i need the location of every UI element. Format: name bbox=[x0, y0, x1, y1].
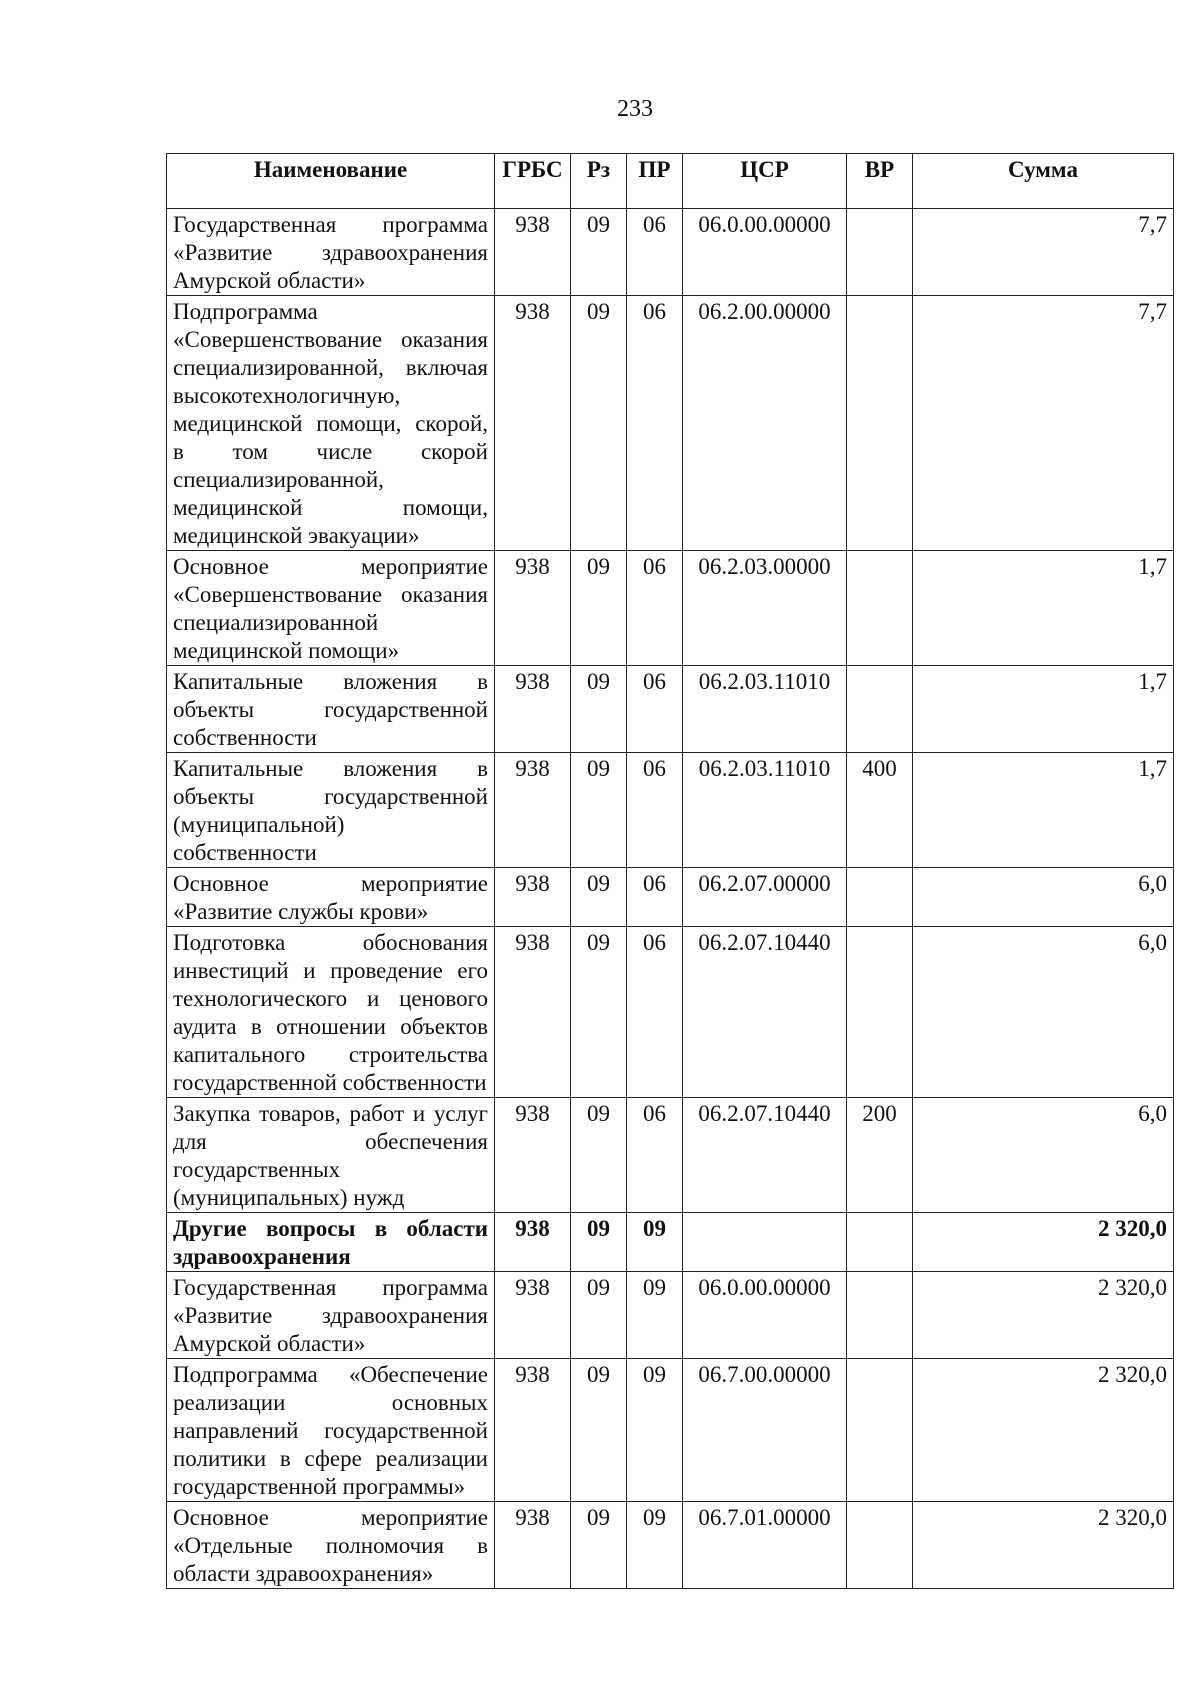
cell-pr: 06 bbox=[627, 296, 683, 551]
table-row bbox=[167, 551, 1174, 666]
cell-sum: 6,0 bbox=[913, 1098, 1174, 1213]
header-grbs: ГРБС bbox=[495, 154, 571, 209]
cell-pr: 09 bbox=[627, 1213, 683, 1272]
cell-sum: 6,0 bbox=[913, 868, 1174, 927]
cell-rz: 09 bbox=[571, 666, 627, 753]
cell-rz: 09 bbox=[571, 1213, 627, 1272]
cell-rz: 09 bbox=[571, 1098, 627, 1213]
cell-name: Капитальные вложения в объекты государственной (муниципальной) собственности bbox=[167, 753, 495, 868]
cell-vr: 400 bbox=[847, 753, 913, 868]
cell-sum: 7,7 bbox=[913, 209, 1174, 296]
cell-sum: 2 320,0 bbox=[913, 1213, 1174, 1272]
header-rz: Рз bbox=[571, 154, 627, 209]
cell-rz: 09 bbox=[571, 1502, 627, 1589]
cell-pr: 06 bbox=[627, 209, 683, 296]
cell-vr bbox=[847, 1272, 913, 1359]
cell-csr bbox=[683, 1213, 847, 1272]
cell-sum: 1,7 bbox=[913, 666, 1174, 753]
table-row bbox=[167, 666, 1174, 753]
cell-vr bbox=[847, 209, 913, 296]
cell-csr: 06.2.03.00000 bbox=[683, 551, 847, 666]
cell-sum: 2 320,0 bbox=[913, 1359, 1174, 1502]
cell-rz: 09 bbox=[571, 209, 627, 296]
cell-csr: 06.2.03.11010 bbox=[683, 666, 847, 753]
table-row bbox=[167, 209, 1174, 296]
cell-grbs: 938 bbox=[495, 209, 571, 296]
cell-vr bbox=[847, 868, 913, 927]
cell-grbs: 938 bbox=[495, 868, 571, 927]
cell-sum: 1,7 bbox=[913, 551, 1174, 666]
cell-csr: 06.0.00.00000 bbox=[683, 209, 847, 296]
header-vr: ВР bbox=[847, 154, 913, 209]
cell-csr: 06.7.01.00000 bbox=[683, 1502, 847, 1589]
cell-name: Основное мероприятие «Отдельные полномочия в области здравоохранения» bbox=[167, 1502, 495, 1589]
cell-vr bbox=[847, 1502, 913, 1589]
table-row bbox=[167, 1272, 1174, 1359]
cell-sum: 7,7 bbox=[913, 296, 1174, 551]
cell-rz: 09 bbox=[571, 753, 627, 868]
cell-pr: 06 bbox=[627, 868, 683, 927]
cell-grbs: 938 bbox=[495, 753, 571, 868]
cell-vr bbox=[847, 1359, 913, 1502]
cell-name: Основное мероприятие «Развитие службы крови» bbox=[167, 868, 495, 927]
header-pr: ПР bbox=[627, 154, 683, 209]
cell-csr: 06.2.03.11010 bbox=[683, 753, 847, 868]
cell-name: Подпрограмма «Совершенствование оказания специализированной, включая высокотехнологичную, медицинской помощи, скорой, в том числе скорой специализированной, медицинской помощи, медицинской эвакуации» bbox=[167, 296, 495, 551]
cell-grbs: 938 bbox=[495, 927, 571, 1098]
cell-rz: 09 bbox=[571, 927, 627, 1098]
cell-csr: 06.2.00.00000 bbox=[683, 296, 847, 551]
cell-name: Подготовка обоснования инвестиций и проведение его технологического и ценового аудита в отношении объектов капитального строительства государственной собственности bbox=[167, 927, 495, 1098]
cell-pr: 06 bbox=[627, 753, 683, 868]
cell-sum: 1,7 bbox=[913, 753, 1174, 868]
cell-csr: 06.7.00.00000 bbox=[683, 1359, 847, 1502]
cell-rz: 09 bbox=[571, 1359, 627, 1502]
cell-name: Государственная программа «Развитие здравоохранения Амурской области» bbox=[167, 209, 495, 296]
cell-grbs: 938 bbox=[495, 1359, 571, 1502]
page-number: 233 bbox=[617, 96, 653, 122]
cell-rz: 09 bbox=[571, 868, 627, 927]
cell-sum: 6,0 bbox=[913, 927, 1174, 1098]
cell-pr: 06 bbox=[627, 551, 683, 666]
budget-table bbox=[166, 153, 1174, 1589]
header-csr: ЦСР bbox=[683, 154, 847, 209]
table-row bbox=[167, 296, 1174, 551]
cell-grbs: 938 bbox=[495, 666, 571, 753]
cell-vr bbox=[847, 551, 913, 666]
cell-name: Государственная программа «Развитие здравоохранения Амурской области» bbox=[167, 1272, 495, 1359]
cell-csr: 06.2.07.00000 bbox=[683, 868, 847, 927]
cell-pr: 09 bbox=[627, 1272, 683, 1359]
cell-grbs: 938 bbox=[495, 1502, 571, 1589]
cell-csr: 06.2.07.10440 bbox=[683, 927, 847, 1098]
cell-pr: 06 bbox=[627, 1098, 683, 1213]
table-body bbox=[167, 209, 1174, 1589]
cell-rz: 09 bbox=[571, 296, 627, 551]
header-name: Наименование bbox=[167, 154, 495, 209]
cell-rz: 09 bbox=[571, 551, 627, 666]
table-header-row bbox=[167, 154, 1174, 209]
cell-vr bbox=[847, 927, 913, 1098]
cell-name: Подпрограмма «Обеспечение реализации основных направлений государственной политики в сфере реализации государственной программы» bbox=[167, 1359, 495, 1502]
cell-name: Капитальные вложения в объекты государственной собственности bbox=[167, 666, 495, 753]
cell-pr: 09 bbox=[627, 1502, 683, 1589]
cell-name: Закупка товаров, работ и услуг для обеспечения государственных (муниципальных) нужд bbox=[167, 1098, 495, 1213]
cell-rz: 09 bbox=[571, 1272, 627, 1359]
cell-sum: 2 320,0 bbox=[913, 1272, 1174, 1359]
table-row bbox=[167, 927, 1174, 1098]
cell-vr bbox=[847, 1213, 913, 1272]
cell-grbs: 938 bbox=[495, 1098, 571, 1213]
cell-pr: 09 bbox=[627, 1359, 683, 1502]
table-row bbox=[167, 753, 1174, 868]
cell-sum: 2 320,0 bbox=[913, 1502, 1174, 1589]
table-row bbox=[167, 1098, 1174, 1213]
cell-grbs: 938 bbox=[495, 1272, 571, 1359]
cell-vr bbox=[847, 296, 913, 551]
cell-name: Другие вопросы в области здравоохранения bbox=[167, 1213, 495, 1272]
cell-csr: 06.0.00.00000 bbox=[683, 1272, 847, 1359]
cell-vr bbox=[847, 666, 913, 753]
header-sum: Сумма bbox=[913, 154, 1174, 209]
table-row bbox=[167, 1502, 1174, 1589]
cell-grbs: 938 bbox=[495, 1213, 571, 1272]
table-row bbox=[167, 868, 1174, 927]
table-row bbox=[167, 1213, 1174, 1272]
cell-name: Основное мероприятие «Совершенствование оказания специализированной медицинской помощи» bbox=[167, 551, 495, 666]
cell-pr: 06 bbox=[627, 666, 683, 753]
cell-grbs: 938 bbox=[495, 551, 571, 666]
table-row bbox=[167, 1359, 1174, 1502]
cell-vr: 200 bbox=[847, 1098, 913, 1213]
cell-csr: 06.2.07.10440 bbox=[683, 1098, 847, 1213]
cell-grbs: 938 bbox=[495, 296, 571, 551]
cell-pr: 06 bbox=[627, 927, 683, 1098]
